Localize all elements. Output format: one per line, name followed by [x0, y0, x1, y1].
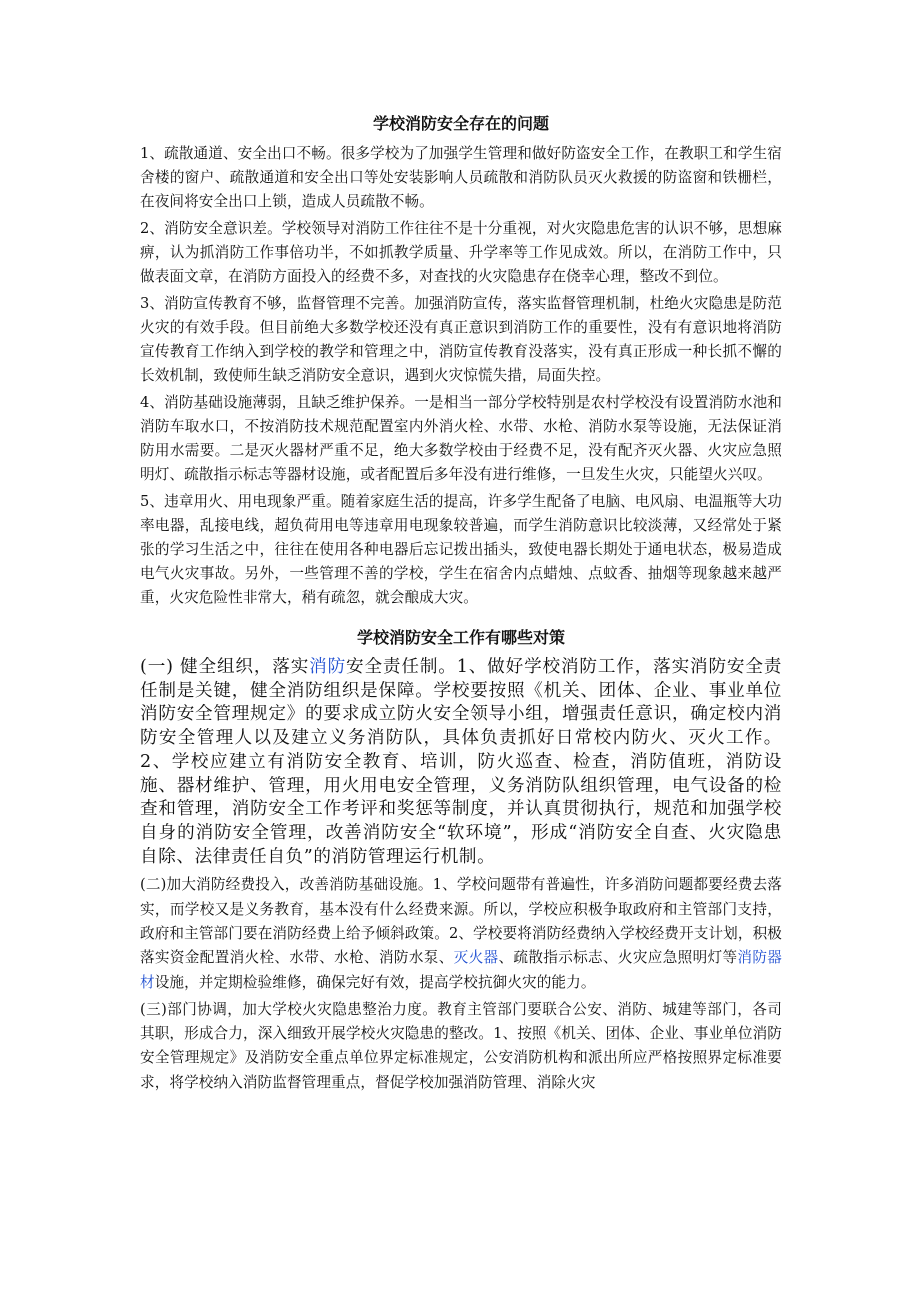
section1-paragraph-4: 4、消防基础设施薄弱，且缺乏维护保养。一是相当一部分学校特别是农村学校没有设置消防水池和消防车取水口，不按消防技术规范配置室内外消火栓、水带、水枪、消防水泵等设施，无法保证消防用水需要。二是灭火器材严重不足，绝大多数学校由于经费不足，没有配齐灭火器、火灾应急照明灯、疏散指示标志等器材设施，或者配置后多年没有进行维修，一旦发生火灾，只能望火兴叹。 — [140, 394, 782, 483]
section2-p2-text-b: 、疏散指示标志、火灾应急照明灯等 — [498, 949, 738, 967]
section2-p1-text-b: 安全责任制。1、做好学校消防工作，落实消防安全责任制是关键，健全消防组织是保障。学校要按照《机关、团体、企业、事业单位消防安全管理规定》的要求成立防火安全领导小组，增强责任意识，确定校内消防安全管理人以及建立义务消防队，具体负责抓好日常校内防火、灭火工作。2、学校应建立有消防安全教育、培训，防火巡查、检查，消防值班，消防设施、器材维护、管理，用火用电安全管理，义务消防队组织管理，电气设备的检查和管理，消防安全工作考评和奖惩等制度，并认真贯彻执行，规范和加强学校自身的消防安全管理，改善消防安全“软环境”，形成“消防安全自查、火灾隐患自除、法律责任自负”的消防管理运行机制。 — [140, 657, 782, 867]
section1-paragraph-5: 5、违章用火、用电现象严重。随着家庭生活的提高，许多学生配备了电脑、电风扇、电温瓶等大功率电器，乱接电线，超负荷用电等违章用电现象较普遍，而学生消防意识比较淡薄，又经常处于紧张的学习生活之中，往往在使用各种电器后忘记拨出插头，致使电器长期处于通电状态，极易造成电气火灾事故。另外，一些管理不善的学校，学生在宿舍内点蜡烛、点蚊香、抽烟等现象越来越严重，火灾危险性非常大，稍有疏忽，就会酿成大灾。 — [140, 493, 782, 606]
section2-paragraph-1 — [140, 656, 782, 869]
section2-p2-text-c: 设施，并定期检验维修，确保完好有效，提高学校抗御火灾的能力。 — [154, 973, 596, 991]
section2-paragraph-2 — [140, 873, 782, 994]
fire-equipment-link[interactable]: 消防器材 — [140, 949, 782, 991]
section2-title: 学校消防安全工作有哪些对策 — [356, 628, 565, 647]
section1-paragraph-3: 3、消防宣传教育不够，监督管理不完善。加强消防宣传，落实监督管理机制，杜绝火灾隐患是防范火灾的有效手段。但目前绝大多数学校还没有真正意识到消防工作的重要性，没有有意识地将消防宣传教育工作纳入到学校的教学和管理之中，消防宣传教育没落实，没有真正形成一种长抓不懈的长效机制，致使师生缺乏消防安全意识，遇到火灾惊慌失措，局面失控。 — [140, 295, 782, 384]
section1-paragraph-2: 2、消防安全意识差。学校领导对消防工作往往不是十分重视，对火灾隐患危害的认识不够，思想麻痹，认为抓消防工作事倍功半，不如抓教学质量、升学率等工作见成效。所以，在消防工作中，只做表面文章，在消防方面投入的经费不多，对查找的火灾隐患存在侥幸心理，整改不到位。 — [140, 220, 782, 285]
fire-extinguisher-link[interactable]: 灭火器 — [453, 949, 499, 967]
section2-p2-text-a: (二)加大消防经费投入，改善消防基础设施。1、学校问题带有普遍性，许多消防问题都要经费去落实，而学校又是义务教育，基本没有什么经费来源。所以，学校应积极争取政府和主管部门支持，政府和主管部门要在消防经费上给予倾斜政策。2、学校要将消防经费纳入学校经费开支计划，积极落实资金配置消火栓、水带、水枪、消防水泵、 — [140, 876, 782, 967]
fire-safety-link[interactable]: 消防 — [309, 657, 347, 677]
document-page — [140, 112, 782, 1098]
section1-paragraph-1: 1、疏散通道、安全出口不畅。很多学校为了加强学生管理和做好防盗安全工作，在教职工和学生宿舍楼的窗户、疏散通道和安全出口等处安装影响人员疏散和消防队员灭火救援的防盗窗和铁栅栏，在夜间将安全出口上锁，造成人员疏散不畅。 — [140, 145, 782, 210]
section2-p1-text-a: (一) 健全组织，落实 — [140, 657, 310, 677]
section2-paragraph-3: (三)部门协调，加大学校火灾隐患整治力度。教育主管部门要联合公安、消防、城建等部门，各司其职，形成合力，深入细致开展学校火灾隐患的整改。1、按照《机关、团体、企业、事业单位消防安全管理规定》及消防安全重点单位界定标准规定，公安消防机构和派出所应严格按照界定标准要求，将学校纳入消防监督管理重点，督促学校加强消防管理、消除火灾 — [140, 1000, 782, 1091]
section1-title: 学校消防安全存在的问题 — [372, 114, 549, 133]
